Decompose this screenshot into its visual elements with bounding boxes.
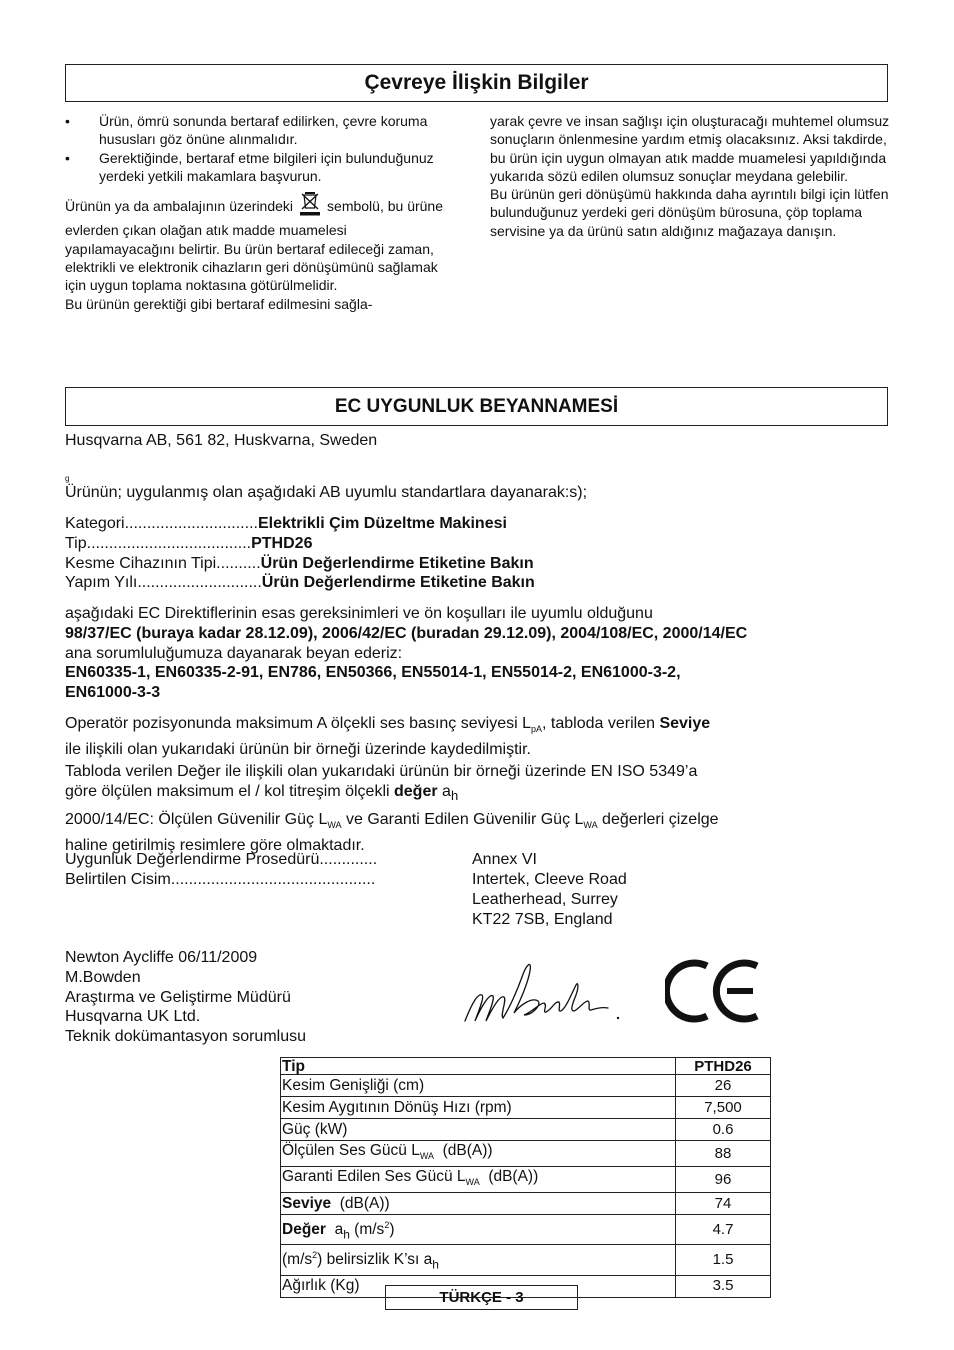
- detail-row: Yapım Yılı............................ Ürün Değerlendirme Etiketine Bakın: [65, 574, 535, 592]
- paragraph-text: Ürünün ya da ambalajının üzerindeki: [65, 198, 294, 215]
- manufacturer-address: Husqvarna AB, 561 82, Huskvarna, Sweden: [65, 432, 378, 449]
- environment-right-column: [490, 112, 890, 240]
- table-row: Ağırlık (Kg) 3.5: [281, 1275, 771, 1297]
- detail-row: Kesme Cihazının Tipi.......... Ürün Değerlendirme Etiketine Bakın: [65, 554, 534, 572]
- small-mark: g: [65, 474, 70, 483]
- table-row: Kesim Aygıtının Dönüş Hızı (rpm) 7,500: [281, 1097, 771, 1119]
- environment-paragraph-end: Bu ürünün gerektiği gibi bertaraf edilmesini sağla-: [65, 295, 373, 312]
- bullet-item: • Gerektiğinde, bertaraf etme bilgileri için bulunduğunuz yerdeki yetkili makamlara başvurun.: [65, 149, 460, 186]
- standards-list: EN61000-3-3: [65, 684, 161, 702]
- operator-noise-text: Operatör pozisyonunda maksimum A ölçekli ses basınç seviyesi $L_{pA}$, tabloda verilen Seviye ile ilişkili olan yukarıdaki ürünün bir örneği üzerinde kaydedilmiştir.: [65, 715, 711, 758]
- table-row: Garanti Edilen Ses Gücü $L_{WA}$ (dB(A)) 96: [281, 1167, 771, 1193]
- environment-paragraph: [65, 191, 460, 294]
- vibration-text: Tabloda verilen Değer ile ilişkili olan yukarıdaki ürünün bir örneği üzerinde EN ISO 5349’a göre ölçülen maksimum el / kol titreşim ölçekli değer $a_h$: [65, 763, 698, 803]
- product-details: [65, 514, 895, 593]
- table-row: Ölçülen Ses Gücü $L_{WA}$ (dB(A)) 88: [281, 1141, 771, 1167]
- detail-row: Kategori.............................. Elektrikli Çim Düzeltme Makinesi: [65, 515, 507, 532]
- noise-power-text: 2000/14/EC: Ölçülen Güvenilir Güç $L_{WA}$ ve Garanti Edilen Güvenilir Güç $L_{WA}$ değerleri çizelge haline getirilmiş resimlere göre olmaktadır.: [65, 811, 719, 854]
- table-row: Seviye (dB(A)) 74: [281, 1193, 771, 1215]
- environment-left-column: [65, 112, 460, 313]
- ce-mark-icon: [665, 958, 761, 1024]
- table-header-cell: Tip: [281, 1058, 676, 1075]
- paragraph-text: sembolü, bu ürüne evlerden çıkan olağan atık madde muamelesi yapılamayacağını belirtir. Bu ürün bertaraf edileceği zaman, elektrikli ve elektronik cihazların geri dönüşümünü sağlamak için uygun toplama noktasına götürülmelidir.: [65, 198, 443, 294]
- crossed-bin-icon: [299, 191, 321, 221]
- declare-text: ana sorumluluğumuza dayanarak beyan ederiz:: [65, 644, 403, 662]
- bullet-item: • Ürün, ömrü sonunda bertaraf edilirken, çevre koruma hususları göz önüne alınmalıdır.: [65, 112, 460, 149]
- environment-title: Çevreye İlişkin Bilgiler: [65, 64, 888, 102]
- page-footer: TÜRKÇE - 3: [385, 1285, 578, 1310]
- environment-bullets: [65, 112, 460, 185]
- standards-list: EN60335-1, EN60335-2-91, EN786, EN50366, EN55014-1, EN55014-2, EN61000-3-2,: [65, 664, 681, 682]
- specifications-table: [280, 1057, 771, 1298]
- table-header-row: [281, 1058, 771, 1075]
- signature-image: [460, 955, 625, 1030]
- environment-paragraph: yarak çevre ve insan sağlışı için oluşturacağı muhtemel olumsuz sonuçların önlenmesine yardım etmiş olacaksınız. Aksi takdirde, bu ürün için uygun olmayan atık madde muamelesi yapıldığında yukarıda sözü edilen olumsuz sonuçlar meydana gelebilir.: [490, 113, 890, 184]
- intro-text: Ürünün; uygulanmış olan aşağıdaki AB uyumlu standartlara dayanarak:s);: [65, 484, 588, 501]
- table-header-cell: PTHD26: [676, 1058, 771, 1075]
- directives-intro: aşağıdaki EC Direktiflerinin esas gereksinimleri ve ön koşulları ile uyumlu olduğunu: [65, 605, 653, 622]
- directives-block: [65, 604, 895, 703]
- procedure-block: Uygunluk Değerlendirme Prosedürü............. Annex VI Belirtilen Cisim.............................................. Intertek, Cleeve Road Leatherhead, Surrey KT22 7SB, England: [65, 851, 627, 928]
- table-row: $(m/s^2)$ belirsizlik K’sı $a_h$ 1.5: [281, 1245, 771, 1275]
- table-row: Değer $a_h$ $(m/s^2)$ 4.7: [281, 1215, 771, 1245]
- detail-row: Tip..................................... PTHD26: [65, 534, 313, 552]
- environment-paragraph: Bu ürünün geri dönüşümü hakkında daha ayrıntılı bilgi için lütfen bulunduğunuz yerdeki geri dönüşüm bürosuna, çöp toplama servisine ya da ürünü satın aldığınız mağazaya danışın.: [490, 186, 889, 239]
- directives-list: 98/37/EC (buraya kadar 28.12.09), 2006/42/EC (buradan 29.12.09), 2004/108/EC, 2000/14/EC: [65, 624, 748, 642]
- table-row: Güç (kW) 0.6: [281, 1119, 771, 1141]
- ec-declaration-title: EC UYGUNLUK BEYANNAMESİ: [65, 387, 888, 426]
- table-row: Kesim Genişliği (cm) 26: [281, 1075, 771, 1097]
- signatory-block: Newton Aycliffe 06/11/2009 M.Bowden Araştırma ve Geliştirme Müdürü Husqvarna UK Ltd. Teknik dokümantasyon sorumlusu: [65, 949, 307, 1046]
